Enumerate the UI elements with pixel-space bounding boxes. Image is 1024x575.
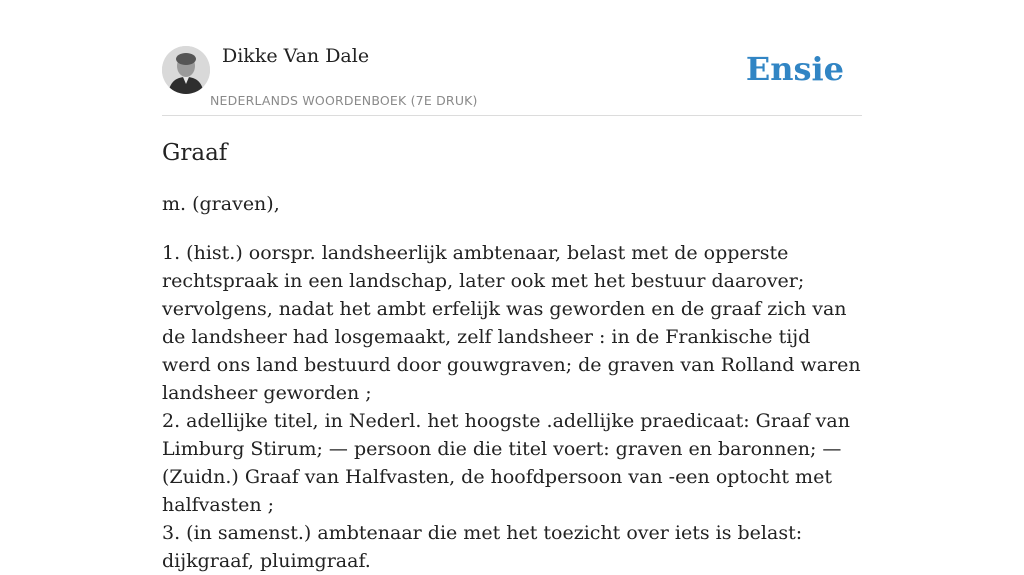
definition-sense-2: 2. adellijke titel, in Nederl. het hoogste .adellijke praedicaat: Graaf van Limburg Stirum; — persoon die die titel voert: graven en baronnen; — (Zuidn.) Graaf van Halfvasten, de hoofdpersoon van -een optocht met halfvasten ; xyxy=(162,410,850,516)
definition-list xyxy=(162,239,862,575)
header-divider xyxy=(162,115,862,116)
definition-sense-3: 3. (in samenst.) ambtenaar die met het toezicht over iets is belast: dijkgraaf, pluimgraaf. xyxy=(162,522,803,572)
author-avatar[interactable] xyxy=(162,46,210,94)
grammar-info: m. (graven), xyxy=(162,193,280,215)
source-title[interactable]: NEDERLANDS WOORDENBOEK (7E DRUK) xyxy=(210,93,478,108)
author-name[interactable]: Dikke Van Dale xyxy=(222,45,370,67)
ensie-logo[interactable]: Ensie xyxy=(745,50,844,88)
entry-card xyxy=(162,0,862,572)
headword-title: Graaf xyxy=(162,140,228,166)
definition-sense-1: 1. (hist.) oorspr. landsheerlijk ambtenaar, belast met de opperste rechtspraak in een landschap, later ook met het bestuur daarover; vervolgens, nadat het ambt erfelijk was geworden en de graaf zich van de landsheer had losgemaakt, zelf landsheer : in de Frankische tijd werd ons land bestuurd door gouwgraven; de graven van Rolland waren landsheer geworden ; xyxy=(162,242,861,404)
author-portrait-icon xyxy=(162,46,210,94)
